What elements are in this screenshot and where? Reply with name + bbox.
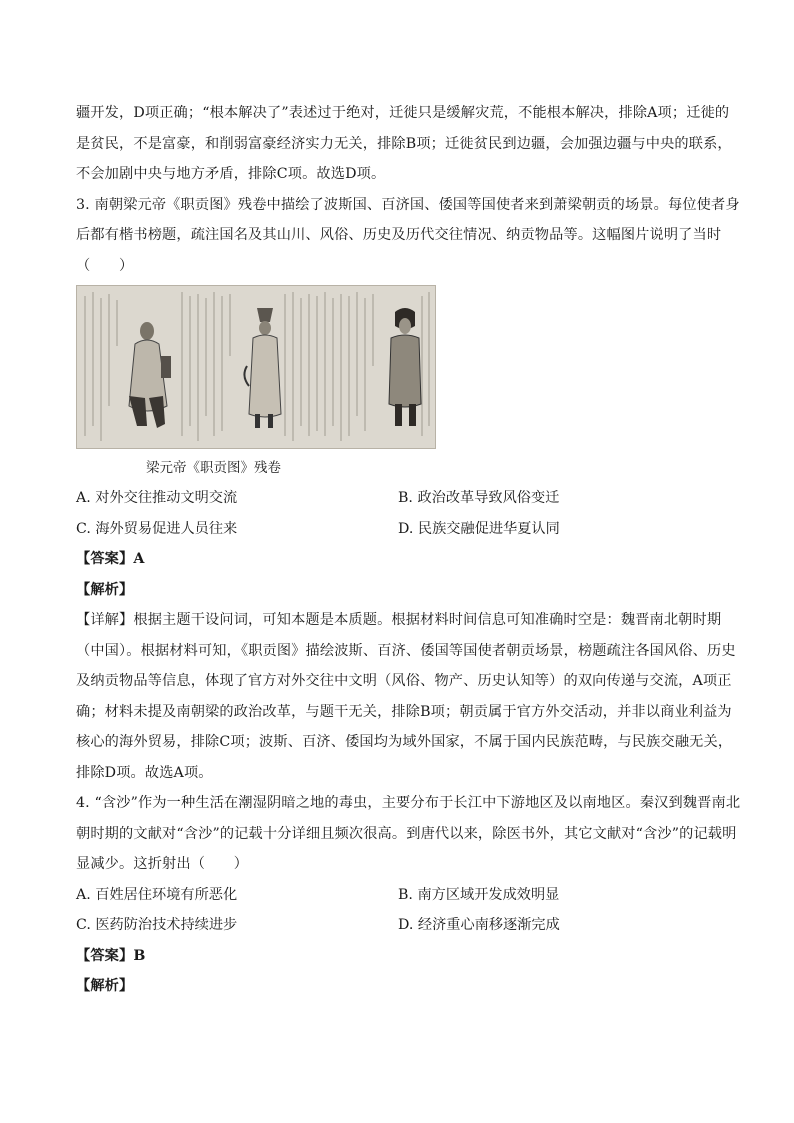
question-3 — [76, 190, 740, 789]
option-b: B. 政治改革导致风俗变迁 — [398, 490, 560, 506]
analysis-paragraph — [76, 605, 736, 788]
options-row — [76, 483, 724, 514]
question-4 — [76, 788, 741, 1002]
text-line: 疆开发，D项正确；“根本解决了”表述过于绝对，迁徙只是缓解灾荒，不能根本解决，排除A项；迁徙的 — [76, 105, 730, 121]
question-stem-line: 3. 南朝梁元帝《职贡图》残卷中描绘了波斯国、百济国、倭国等国使者来到萧梁朝贡的场景。每位使者身 — [76, 196, 740, 213]
option-c: C. 海外贸易促进人员往来 — [76, 520, 238, 537]
analysis-line: 排除D项。故选A项。 — [76, 764, 213, 781]
option-b: B. 南方区域开发成效明显 — [398, 886, 560, 903]
text-line: 不会加剧中央与地方矛盾，排除C项。故选D项。 — [76, 166, 386, 182]
question-stem-line: 后都有楷书榜题，疏注国名及其山川、风俗、历史及历代交往情况、纳贡物品等。这幅图片说明了当时 — [76, 227, 722, 243]
analysis-line: 【详解】根据主题干设问词，可知本题是本质题。根据材料时间信息可知准确时空是：魏晋南北朝时期 — [76, 612, 722, 628]
answer-label: 【答案】B — [76, 947, 146, 964]
image-caption: 梁元帝《职贡图》残卷 — [146, 460, 281, 476]
question-stem-line: 朝时期的文献对“含沙”的记载十分详细且频次很高。到唐代以来，除医书外，其它文献对“含沙”的记载明 — [76, 825, 737, 842]
analysis-line: 确；材料未提及南朝梁的政治改革，与题干无关，排除B项；朝贡属于官方外交活动，并非以商业利益为 — [76, 703, 732, 720]
question-stem-line: （ ） — [76, 257, 134, 274]
analysis-heading: 【解析】 — [76, 978, 134, 994]
analysis-line: （中国）。根据材料可知，《职贡图》描绘波斯、百济、倭国等国使者朝贡场景，榜题疏注各国风俗、历史 — [76, 642, 736, 659]
options-row — [76, 910, 724, 941]
scroll-painting-image — [76, 285, 436, 449]
option-d: D. 经济重心南移逐渐完成 — [398, 917, 560, 933]
document-page — [76, 98, 741, 1002]
question-stem-line: 4. “含沙”作为一种生活在潮湿阴暗之地的毒虫，主要分布于长江中下游地区及以南地区。秦汉到魏晋南北 — [76, 795, 741, 811]
option-c: C. 医药防治技术持续进步 — [76, 917, 238, 933]
option-a: A. 百姓居住环境有所恶化 — [76, 886, 238, 903]
painting-illustration — [77, 286, 435, 448]
text-line: 是贫民，不是富豪，和削弱富豪经济实力无关，排除B项；迁徙贫民到边疆，会加强边疆与中央的联系， — [76, 135, 732, 152]
answer-label: 【答案】A — [76, 551, 145, 567]
option-a: A. 对外交往推动文明交流 — [76, 490, 238, 506]
analysis-line: 及纳贡物品等信息，体现了官方对外交往中文明（风俗、物产、历史认知等）的双向传递与交流，A项正 — [76, 673, 732, 689]
options-row — [76, 514, 724, 545]
question-stem-line: 显减少。这折射出（ ） — [76, 856, 249, 872]
option-d: D. 民族交融促进华夏认同 — [398, 520, 560, 537]
options-row — [76, 880, 724, 911]
analysis-line: 核心的海外贸易，排除C项；波斯、百济、倭国均为域外国家，不属于国内民族范畴，与民族交融无关， — [76, 734, 733, 750]
analysis-heading: 【解析】 — [76, 581, 134, 598]
previous-answer-paragraph — [76, 98, 732, 190]
